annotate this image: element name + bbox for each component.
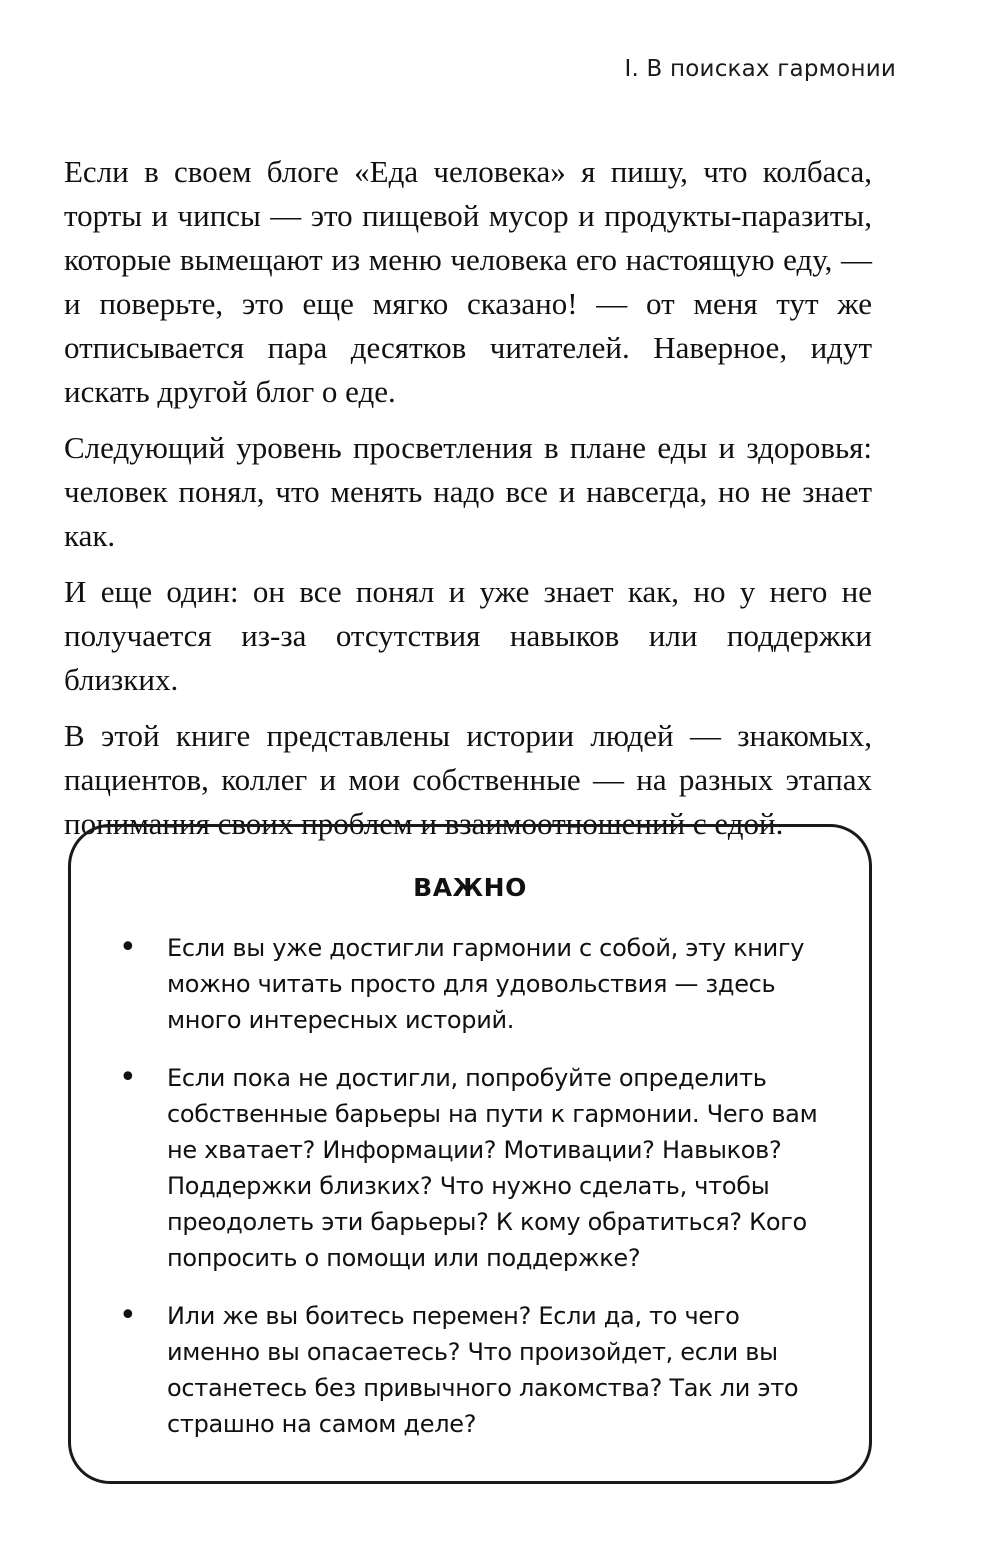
list-item-text: Если вы уже достигли гармонии с собой, эту книгу можно читать просто для удовольствия — здесь много интересных историй. (167, 934, 805, 1034)
paragraph: И еще один: он все понял и уже знает как, но у него не получается из-за отсутствия навыков или поддержки близких. (64, 574, 872, 697)
paragraph: Следующий уровень просветления в плане еды и здоровья: человек понял, что менять надо все и навсегда, но не знает как. (64, 430, 872, 553)
bullet-icon: • (119, 930, 137, 965)
callout-title: ВАЖНО (413, 873, 527, 902)
list-item-text: Или же вы боитесь перемен? Если да, то чего именно вы опасаетесь? Что произойдет, если вы останетесь без привычного лакомства? Так ли это страшно на самом деле? (167, 1302, 799, 1438)
paragraph: В этой книге представлены истории людей — знакомых, пациентов, коллег и мои собственные — на разных этапах понимания своих проблем и взаимоотношений с едой. (64, 718, 872, 841)
running-header: I. В поисках гармонии (624, 56, 896, 82)
main-text (64, 150, 872, 858)
bullet-icon: • (119, 1298, 137, 1333)
list-item (115, 1060, 825, 1276)
paragraph: Если в своем блоге «Еда человека» я пишу, что колбаса, торты и чипсы — это пищевой мусор и продукты-паразиты, которые вымещают из меню человека его настоящую еду, — и поверьте, это еще мягко сказано! — от меня тут же отписывается пара десятков читателей. Наверное, идут искать другой блог о еде. (64, 154, 872, 409)
list-item-text: Если пока не достигли, попробуйте определить собственные барьеры на пути к гармонии. Чего вам не хватает? Информации? Мотивации? Навыков? Поддержки близких? Что нужно сделать, чтобы преодолеть эти барьеры? К кому обратиться? Кого попросить о помощи или поддержке? (167, 1064, 818, 1272)
callout-bullet-list (115, 930, 825, 1442)
list-item (115, 1298, 825, 1442)
bullet-icon: • (119, 1060, 137, 1095)
list-item (115, 930, 825, 1038)
important-callout-box (68, 824, 872, 1484)
